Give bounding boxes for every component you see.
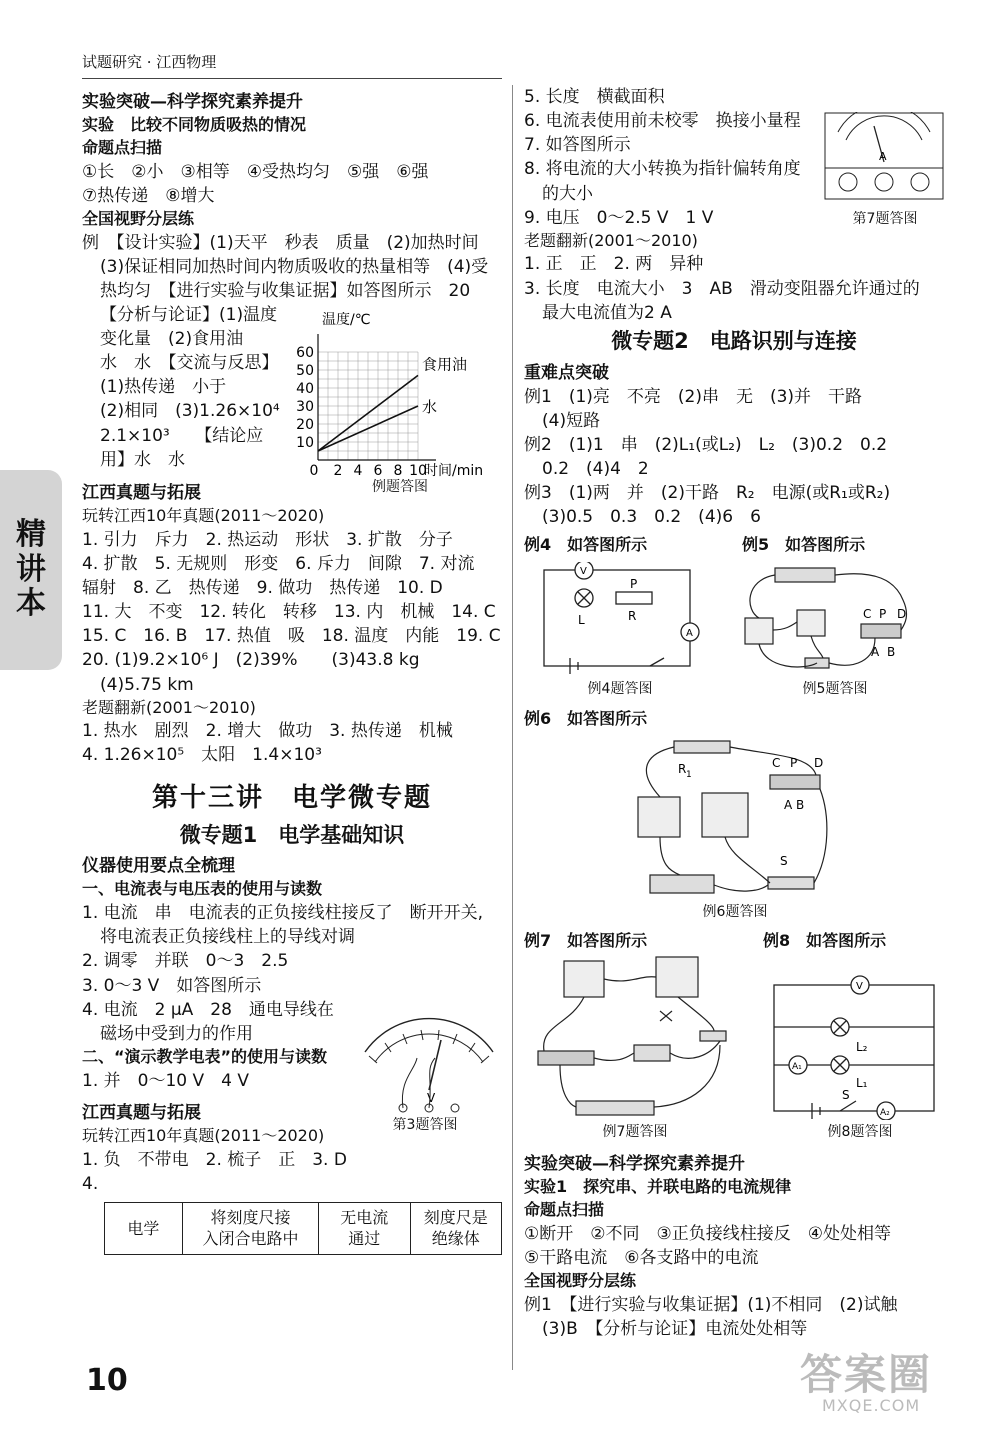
example-line: (3)B 【分析与论证】电流处处相等 [542,1318,808,1339]
voltmeter-dial-figure [355,1010,503,1122]
svg-text:D: D [814,756,824,770]
answer-line: 4. 1.26×10⁵ 太阳 1.4×10³ [82,745,322,766]
x-axis-label: 时间/min [424,463,484,479]
subsection-title: 玩转江西10年真题(2011～2020) [82,1125,325,1145]
svg-text:S: S [842,1088,850,1102]
chart-caption: 例题答图 [372,479,428,495]
y-tick-label: 40 [296,381,314,397]
series-label: 食用油 [422,355,468,374]
svg-text:A: A [686,628,693,639]
svg-text:A₂: A₂ [880,1108,890,1118]
answer-line: 最大电流值为2 A [542,302,672,323]
y-tick-label: 20 [296,417,314,433]
y-tick-label: 30 [296,399,314,415]
svg-text:C: C [772,756,781,770]
x-tick-label: 4 [353,463,363,479]
svg-text:S: S [780,854,788,868]
cell-text: 将刻度尺接 [210,1207,291,1227]
subsection-title: 老题翻新(2001～2010) [82,697,256,717]
cell-text: 无电流 [340,1207,389,1227]
table-cell: 电学 [105,1202,183,1254]
answer-line: 4. 电流 2 μA 28 通电导线在 [82,999,334,1020]
ex8-caption: 例8题答图 [827,1124,893,1140]
scan-title: 命题点扫描 [82,137,163,157]
topic-title: 微专题2 电路识别与连接 [611,328,857,353]
section-title: 实验突破—科学探究素养提升 [82,92,303,112]
header-rule [82,78,502,79]
answer-line: 的大小 [542,183,593,204]
svg-text:P: P [879,607,887,621]
svg-text:A: A [871,645,880,659]
example-line: 例1 【进行实验与收集证据】(1)不相同 (2)试触 [524,1294,898,1315]
section-title: 仪器使用要点全梳理 [82,856,235,877]
example-line: (1)热传递 小于 [100,377,227,398]
answer-line: 3. 长度 电流大小 3 AB 滑动变阻器允许通过的 [524,278,920,299]
answer-line: 8. 将电流的大小转换为指针偏转角度 [524,159,801,180]
cell-text: 刻度尺是 [423,1207,488,1227]
answer-line: 20. (1)9.2×10⁶ J (2)39% (3)43.8 kg [82,650,420,671]
ex5-label: 例5 如答图所示 [742,535,866,554]
ammeter-figure [824,112,944,200]
ex8-label: 例8 如答图所示 [763,931,887,950]
answer-line: 1. 热水 剧烈 2. 增大 做功 3. 热传递 机械 [82,721,453,742]
side-tab-char: 精 [16,517,46,553]
ex7-wiring-diagram [530,955,745,1120]
y-axis-label: 温度/℃ [322,312,371,328]
answer-line: 4. [82,1173,99,1194]
svg-text:A₁: A₁ [792,1062,802,1072]
ex4-circuit-diagram [530,562,705,680]
svg-text:V: V [427,1091,436,1105]
answer-line: 9. 电压 0～2.5 V 1 V [524,207,714,228]
svg-text:V: V [856,981,863,992]
table-cell [319,1202,410,1254]
svg-text:B: B [887,645,896,659]
example-line: 例 【设计实验】(1)天平 秒表 质量 (2)加热时间 [82,232,479,253]
table-cell [182,1202,318,1254]
watermark-url: MXQE.COM [822,1396,921,1415]
experiment-title: 实验1 探究串、并联电路的电流规律 [524,1177,792,1197]
answer-line: 1. 引力 斥力 2. 热运动 形状 3. 扩散 分子 [82,529,453,550]
ex4-caption: 例4题答图 [587,681,653,697]
fig7-caption: 第7题答图 [852,211,918,227]
cell-text: 通过 [348,1229,381,1249]
answer-line: (4)5.75 km [100,674,194,695]
svg-text:V: V [580,566,587,577]
page-header: 试题研究 · 江西物理 [82,53,217,71]
answer-line: 1. 负 不带电 2. 梳子 正 3. D [82,1149,347,1170]
scan-line: ①断开 ②不同 ③正负接线柱接反 ④处处相等 [524,1223,891,1244]
example-line: 用】水 水 [100,449,185,470]
lecture-title: 第十三讲 电学微专题 [151,782,432,813]
svg-text:L: L [578,613,585,627]
ex7-label: 例7 如答图所示 [524,931,648,950]
subsection-title: 一、电流表与电压表的使用与读数 [82,879,323,899]
svg-text:L₁: L₁ [856,1076,868,1090]
example-line: 0.2 (4)4 2 [542,459,649,480]
example-line: (2)相同 (3)1.26×10⁴ [100,401,280,422]
section-title: 实验突破—科学探究素养提升 [524,1154,745,1174]
svg-text:A: A [879,150,887,163]
scan-line: ①长 ②小 ③相等 ④受热均匀 ⑤强 ⑥强 [82,161,429,182]
example-line: 变化量 (2)食用油 [100,329,244,350]
subsection-title: 二、“演示教学电表”的使用与读数 [82,1046,328,1066]
x-tick-label: 8 [393,463,403,479]
answer-line: 11. 大 不变 12. 转化 转移 13. 内 机械 14. C [82,602,496,623]
svg-text:R: R [628,609,637,623]
answer-line: 磁场中受到力的作用 [100,1023,253,1044]
topic-title: 微专题1 电学基础知识 [179,822,405,847]
example-line: 例1 (1)亮 不亮 (2)串 无 (3)并 干路 [524,386,863,407]
scan-title: 命题点扫描 [524,1199,605,1219]
ex4-label: 例4 如答图所示 [524,535,648,554]
ex6-wiring-diagram [630,735,840,905]
practice-title: 全国视野分层练 [82,208,195,228]
ex8-circuit-diagram [770,975,945,1120]
x-tick-label: 6 [373,463,383,479]
right-bottom-block [524,1152,944,1341]
example-line: 水 水 【交流与反思】 [100,353,279,374]
column-divider [512,85,513,1370]
cell-text: 入闭合电路中 [202,1229,299,1249]
y-tick-label: 60 [296,345,314,361]
svg-text:D: D [897,607,907,621]
y-tick-label: 10 [296,435,314,451]
svg-text:L₂: L₂ [856,1040,868,1054]
experiment-title: 实验 比较不同物质吸热的情况 [82,115,307,135]
table-row [105,1202,502,1254]
answer-line: 1. 正 正 2. 两 异种 [524,254,704,275]
answer-line: 2. 调零 并联 0～3 2.5 [82,951,289,972]
example-line: 2.1×10³ 【结论应 [100,425,264,446]
x-tick-label: 10 [409,463,427,479]
example-line: 例3 (1)两 并 (2)干路 R₂ 电源(或R₁或R₂) [524,483,891,504]
ex5-caption: 例5题答图 [802,681,868,697]
section-title: 江西真题与拓展 [82,1102,201,1123]
page-number: 10 [86,1363,128,1398]
example-line: 热均匀 【进行实验与收集证据】如答图所示 20 [100,280,471,301]
ex6-label: 例6 如答图所示 [524,709,648,728]
answer-line: 6. 电流表使用前未校零 换接小量程 [524,111,801,132]
answer-line: 3. 0～3 V 如答图所示 [82,975,262,996]
ex7-caption: 例7题答图 [602,1124,668,1140]
side-tab-char: 本 [16,586,46,622]
svg-text:C: C [863,607,872,621]
svg-text:P: P [790,756,798,770]
section-title: 江西真题与拓展 [82,482,201,503]
side-tab [0,470,62,670]
answer-line: 4. 扩散 5. 无规则 形变 6. 斥力 间隙 7. 对流 [82,553,475,574]
svg-text:1: 1 [686,770,692,780]
scan-line: ⑤干路电流 ⑥各支路中的电流 [524,1247,759,1268]
x-tick-label: 0 [309,463,319,479]
svg-text:A B: A B [784,798,805,812]
answer-table [104,1202,502,1255]
practice-title: 全国视野分层练 [524,1270,637,1290]
answer-line: 1. 并 0～10 V 4 V [82,1070,249,1091]
y-tick-label: 50 [296,363,314,379]
series-label: 水 [422,398,438,416]
example-line: 例2 (1)1 串 (2)L₁(或L₂) L₂ (3)0.2 0.2 [524,435,888,456]
side-tab-char: 讲 [16,551,46,587]
svg-text:R: R [678,762,687,776]
ex5-wiring-diagram [735,560,925,678]
table-cell [410,1202,501,1254]
example-line: (4)短路 [542,410,601,431]
subsection-title: 老题翻新(2001～2010) [524,230,698,250]
meter-caption: 第3题答图 [392,1117,458,1133]
subsection-title: 玩转江西10年真题(2011～2020) [82,506,325,526]
answer-line: 1. 电流 串 电流表的正负接线柱接反了 断开开关, [82,903,484,924]
scan-line: ⑦热传递 ⑧增大 [82,185,215,206]
temperature-chart [290,312,505,497]
example-line: (3)保证相同加热时间内物质吸收的热量相等 (4)受 [100,256,489,277]
x-tick-label: 2 [333,463,343,479]
example-line: 【分析与论证】(1)温度 [100,304,278,325]
answer-line: 辐射 8. 乙 热传递 9. 做功 热传递 10. D [82,578,443,598]
answer-line: 5. 长度 横截面积 [524,87,665,107]
cell-text: 绝缘体 [431,1229,480,1249]
svg-text:P: P [630,577,638,591]
section-title: 重难点突破 [524,362,609,383]
answer-line: 15. C 16. B 17. 热值 吸 18. 温度 内能 19. C [82,626,501,647]
example-line: (3)0.5 0.3 0.2 (4)6 6 [542,507,761,528]
watermark-logo: 答案圈 [800,1350,933,1399]
answer-line: 将电流表正负接线柱上的导线对调 [100,927,355,948]
answer-line: 7. 如答图所示 [524,135,631,156]
ex6-caption: 例6题答图 [702,904,768,920]
